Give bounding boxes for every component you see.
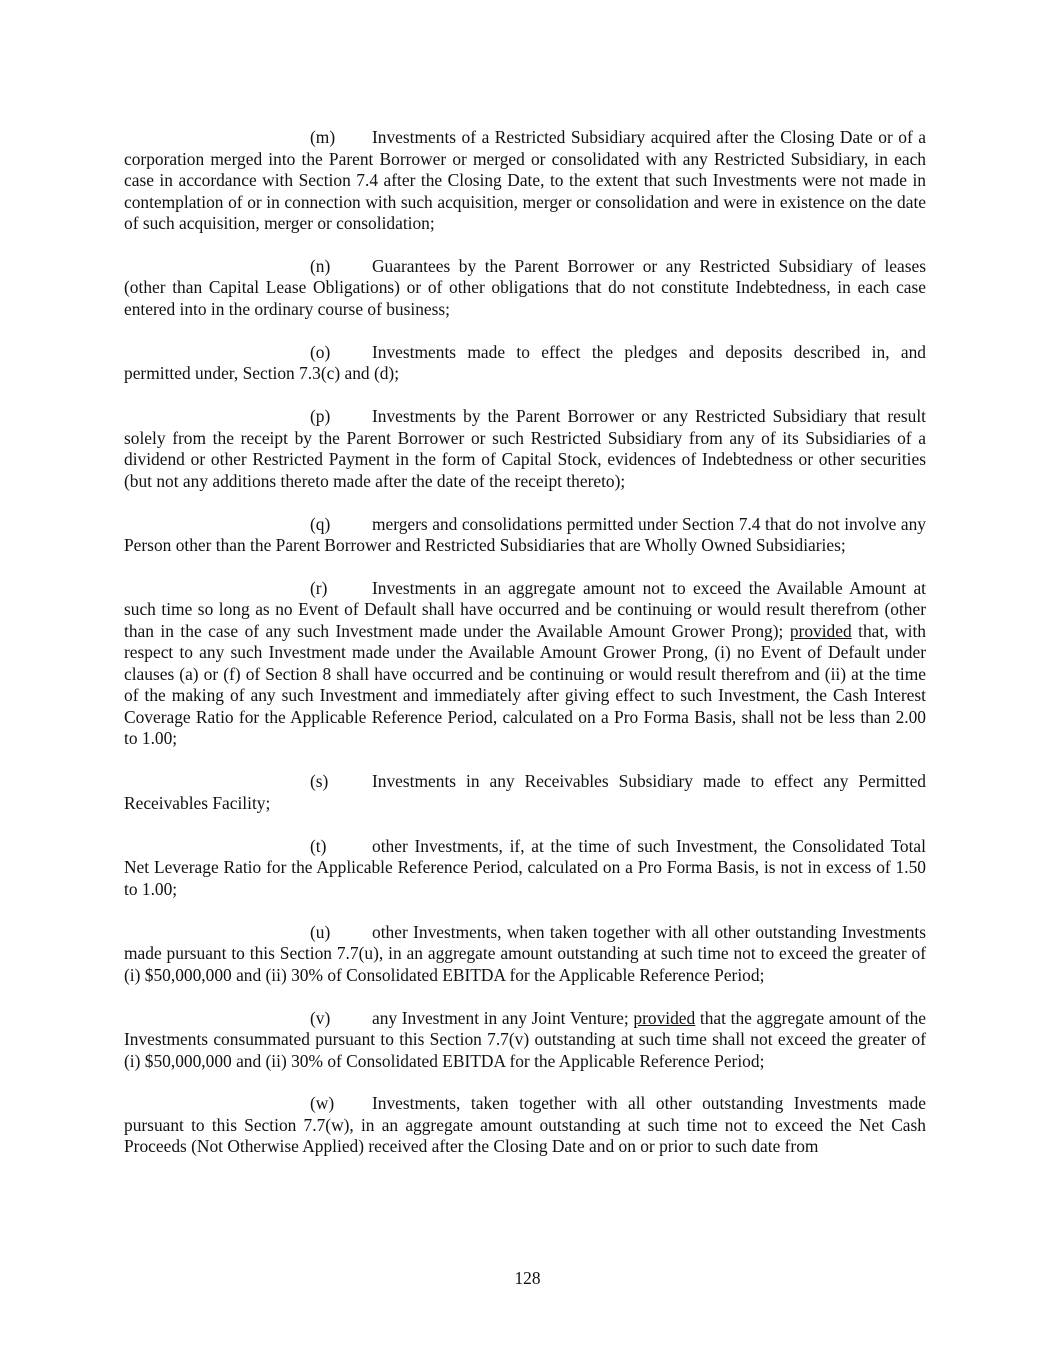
clause-m [124,127,926,235]
clause-text: Investments by the Parent Borrower or any Restricted Subsidiary that result solely from the receipt by the Parent Borrower or such Restricted Subsidiary from any of its Subsidiaries of a dividend or other Restricted Payment in the form of Capital Stock, evidences of Indebtedness or other securities (but not any additions thereto made after the date of the receipt thereto); [124,406,926,491]
clause-text: Investments, taken together with all other outstanding Investments made pursuant to this Section 7.7(w), in an aggregate amount outstanding at such time not to exceed the Net Cash Proceeds (Not Otherwise Applied) received after the Closing Date and on or prior to such date from [124,1093,926,1157]
clause-w [124,1093,926,1158]
clause-label: (r) [310,577,328,598]
clause-label: (s) [310,771,329,792]
clause-t [124,836,926,901]
clause-label: (t) [310,835,327,856]
clause-text: Investments in any Receivables Subsidiary made to effect any Permitted Receivables Facility; [124,771,926,813]
clause-text: Investments of a Restricted Subsidiary acquired after the Closing Date or of a corporation merged into the Parent Borrower or merged or consolidated with any Restricted Subsidiary, in each case in accordance with Section 7.4 after the Closing Date, to the extent that such Investments were not made in contemplation of or in connection with such acquisition, merger or consolidation and were in existence on the date of such acquisition, merger or consolidation; [124,127,926,233]
clause-p [124,406,926,492]
page-number: 128 [514,1268,541,1288]
clause-text: Guarantees by the Parent Borrower or any Restricted Subsidiary of leases (other than Capital Lease Obligations) or of other obligations that do not constitute Indebtedness, in each case entered into in the ordinary course of business; [124,255,926,319]
document-body [124,127,926,1179]
clause-label: (o) [310,341,331,362]
clause-label: (m) [310,127,336,147]
clause-label: (q) [310,513,331,534]
clause-q [124,514,926,557]
clause-text: that, with respect to any such Investment made under the Available Amount Grower Prong, (i) no Event of Default under clauses (a) or (f) of Section 8 shall have occurred and be continuing or would result therefrom and (ii) at the time of the making of any such Investment and immediately after giving effect to such Investment, the Cash Interest Coverage Ratio for the Applicable Reference Period, calculated on a Pro Forma Basis, shall not be less than 2.00 to 1.00; [124,620,926,749]
clause-r [124,578,926,750]
clause-v [124,1008,926,1073]
provided-term: provided [789,620,852,641]
clause-text: any Investment in any Joint Venture; [372,1007,629,1028]
clause-label: (u) [310,921,331,942]
provided-term: provided [633,1007,696,1028]
clause-text: Investments made to effect the pledges and deposits described in, and permitted under, Section 7.3(c) and (d); [124,341,926,384]
clause-label: (w) [310,1093,335,1114]
clause-n [124,256,926,321]
clause-label: (n) [310,255,331,276]
clause-text: other Investments, if, at the time of such Investment, the Consolidated Total Net Leverage Ratio for the Applicable Reference Period, calculated on a Pro Forma Basis, is not in excess of 1.50 to 1.00; [124,835,926,899]
clause-label: (v) [310,1007,331,1028]
clause-u [124,922,926,987]
clause-text: Investments in an aggregate amount not to exceed the Available Amount at such time so long as no Event of Default shall have occurred and be continuing or would result therefrom (other than in the case of any such Investment made under the Available Amount Grower Prong); [124,577,926,641]
clause-s [124,771,926,814]
clause-text: mergers and consolidations permitted under Section 7.4 that do not involve any Person other than the Parent Borrower and Restricted Subsidiaries that are Wholly Owned Subsidiaries; [124,513,926,556]
clause-text: other Investments, when taken together with all other outstanding Investments made pursuant to this Section 7.7(u), in an aggregate amount outstanding at such time not to exceed the greater of (i) $50,000,000 and (ii) 30% of Consolidated EBITDA for the Applicable Reference Period; [124,921,926,985]
clause-o [124,342,926,385]
clause-label: (p) [310,406,331,427]
clause-text: that the aggregate amount of the Investments consummated pursuant to this Section 7.7(v) outstanding at such time shall not exceed the greater of (i) $50,000,000 and (ii) 30% of Consolidated EBITDA for the Applicable Reference Period; [124,1007,926,1071]
